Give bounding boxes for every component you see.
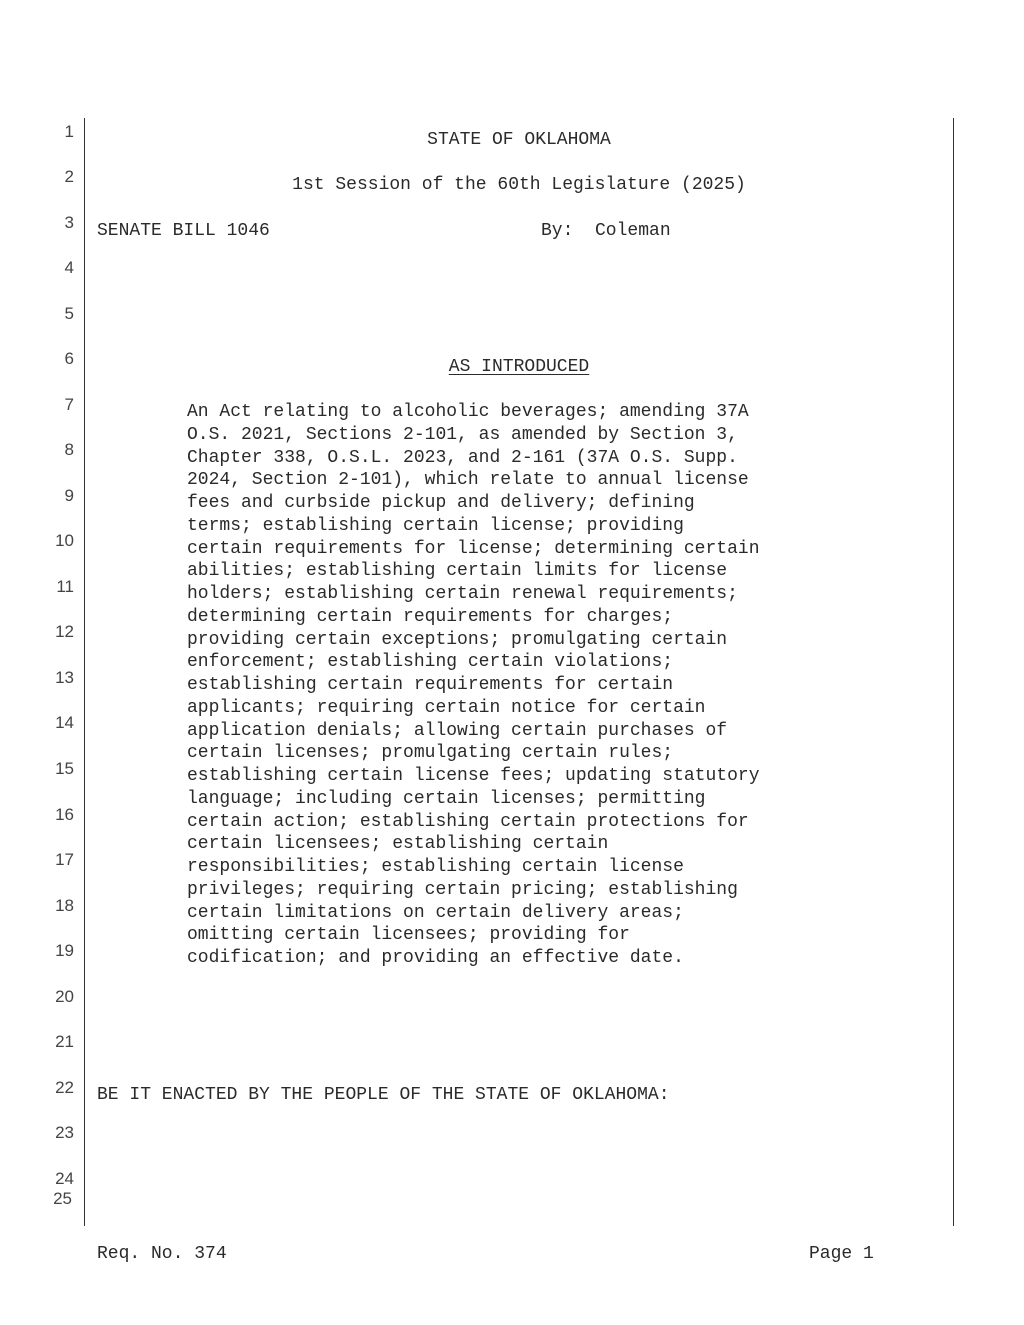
abstract-line: certain action; establishing certain protections for	[187, 811, 749, 832]
abstract-line: establishing certain license fees; updating statutory	[187, 766, 760, 786]
line-number: 24	[55, 1169, 74, 1188]
line-number: 6	[64, 349, 74, 368]
line-number: 11	[56, 577, 74, 596]
line-number: 14	[55, 713, 74, 732]
line-number: 4	[64, 258, 74, 277]
line-number: 18	[55, 896, 74, 915]
abstract-line: terms; establishing certain license; providing	[187, 515, 684, 536]
abstract-line: codification; and providing an effective date.	[187, 948, 684, 968]
left-margin-rule	[84, 118, 85, 1226]
abstract-line: O.S. 2021, Sections 2-101, as amended by Section 3,	[187, 424, 738, 445]
abstract-line: 2024, Section 2-101), which relate to annual license	[187, 470, 749, 491]
line-number: 5	[64, 304, 74, 323]
abstract-line: certain licenses; promulgating certain rules;	[187, 743, 674, 764]
abstract-line: enforcement; establishing certain violations;	[187, 652, 674, 673]
status-label: AS INTRODUCED	[448, 357, 590, 377]
request-number: Req. No. 374	[97, 1244, 227, 1264]
line-number: 15	[55, 759, 74, 778]
abstract-line: certain requirements for license; determining certain	[187, 538, 760, 559]
abstract-line: An Act relating to alcoholic beverages; amending 37A	[187, 402, 749, 422]
line-number: 17	[55, 850, 74, 869]
line-number: 2	[64, 167, 74, 186]
page-number: Page 1	[809, 1244, 874, 1264]
abstract-line: providing certain exceptions; promulgating certain	[187, 629, 728, 650]
abstract-line: responsibilities; establishing certain license	[187, 857, 684, 877]
line-number: 10	[55, 531, 74, 550]
line-number: 13	[55, 668, 74, 687]
enacting-clause: BE IT ENACTED BY THE PEOPLE OF THE STATE OF OKLAHOMA:	[97, 1085, 670, 1105]
abstract-line: establishing certain requirements for certain	[187, 675, 674, 695]
line-number: 23	[55, 1123, 74, 1142]
state-heading: STATE OF OKLAHOMA	[427, 130, 611, 150]
abstract-line: certain limitations on certain delivery areas;	[187, 902, 684, 923]
abstract-line: applicants; requiring certain notice for certain	[187, 697, 706, 718]
abstract-line: privileges; requiring certain pricing; establishing	[187, 879, 738, 900]
session-heading: 1st Session of the 60th Legislature (2025)	[292, 175, 746, 195]
line-number: 21	[55, 1032, 74, 1051]
abstract-line: fees and curbside pickup and delivery; defining	[187, 493, 695, 513]
line-number: 12	[55, 622, 74, 641]
line-number: 16	[55, 805, 74, 824]
line-number: 7	[64, 395, 74, 414]
bill-number: SENATE BILL 1046	[97, 221, 270, 241]
line-number: 3	[64, 213, 74, 232]
abstract-line: Chapter 338, O.S.L. 2023, and 2-161 (37A O.S. Supp.	[187, 447, 738, 468]
line-number: 19	[55, 941, 74, 960]
line-number: 8	[64, 440, 74, 459]
bill-author: By: Coleman	[541, 221, 671, 241]
line-number: 20	[55, 987, 74, 1006]
status-heading	[85, 356, 953, 378]
abstract-line: holders; establishing certain renewal requirements;	[187, 584, 738, 604]
line-number: 1	[64, 122, 74, 141]
right-margin-rule	[953, 118, 954, 1226]
abstract-line: application denials; allowing certain purchases of	[187, 720, 728, 741]
abstract-line: certain licensees; establishing certain	[187, 834, 609, 855]
bill-abstract	[187, 401, 847, 970]
line-number-partial: 25	[53, 1189, 72, 1208]
abstract-line: language; including certain licenses; permitting	[187, 788, 706, 809]
abstract-line: determining certain requirements for charges;	[187, 606, 674, 627]
line-number: 22	[55, 1078, 74, 1097]
line-number: 9	[64, 486, 74, 505]
abstract-line: omitting certain licensees; providing for	[187, 925, 630, 946]
abstract-line: abilities; establishing certain limits for license	[187, 561, 728, 582]
